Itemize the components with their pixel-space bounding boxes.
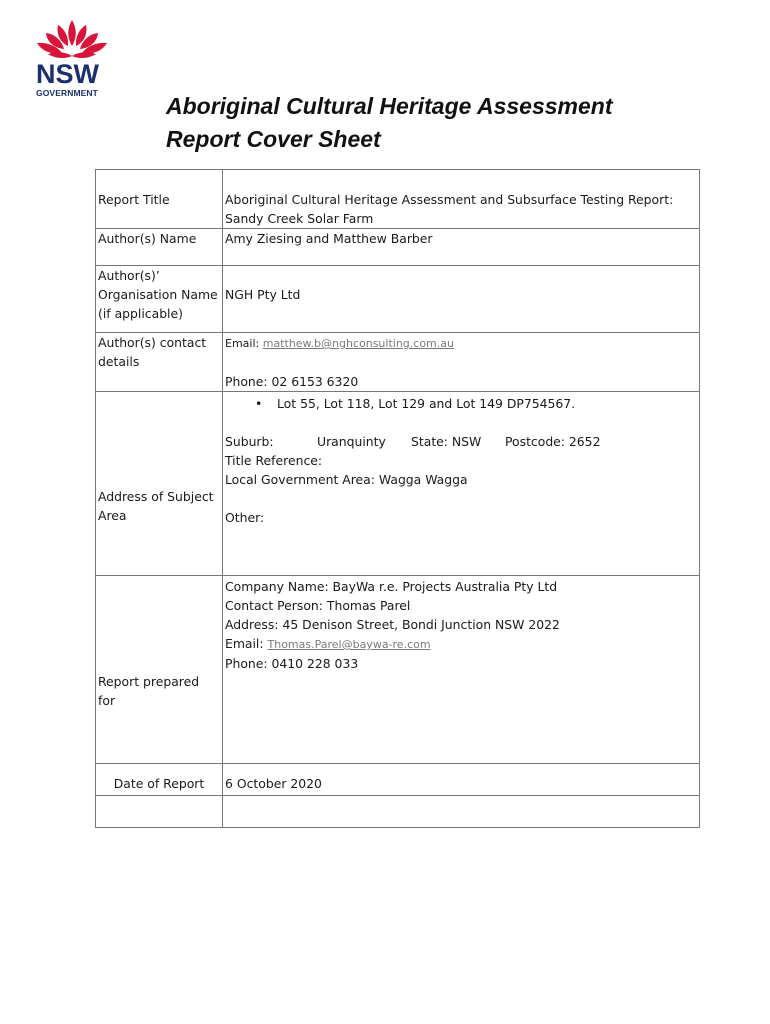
suburb-value: Uranquinty xyxy=(317,434,386,449)
prepared-for-label-2: for xyxy=(98,693,116,708)
report-title-value-2: Sandy Creek Solar Farm xyxy=(225,211,374,226)
authors-label: Author(s) Name xyxy=(98,231,197,246)
value-cell xyxy=(223,170,700,229)
suburb-row xyxy=(225,432,697,451)
logo-wordmark: NSW xyxy=(36,59,99,89)
row-report-title xyxy=(96,170,700,229)
value-cell xyxy=(223,229,700,266)
label-cell xyxy=(96,392,223,576)
company-name: Company Name: BayWa r.e. Projects Australia Pty Ltd xyxy=(225,579,558,594)
label-cell xyxy=(96,170,223,229)
empty-value-cell xyxy=(223,796,700,828)
value-cell xyxy=(223,764,700,796)
prepared-email-label: Email: xyxy=(225,636,268,651)
date-label: Date of Report xyxy=(113,776,205,791)
contact-label-1: Author(s) contact xyxy=(98,335,207,350)
contact-email-link[interactable]: matthew.b@nghconsulting.com.au xyxy=(262,337,454,350)
organisation-label-3: (if applicable) xyxy=(98,306,183,321)
suburb-label: Suburb: xyxy=(225,434,274,449)
prepared-email-link[interactable]: Thomas.Parel@baywa-re.com xyxy=(267,638,431,651)
report-title-label: Report Title xyxy=(98,192,170,207)
title-reference: Title Reference: xyxy=(225,453,323,468)
row-organisation xyxy=(96,266,700,333)
value-cell xyxy=(223,392,700,576)
label-cell xyxy=(96,266,223,333)
empty-label-cell xyxy=(96,796,223,828)
row-address xyxy=(96,392,700,576)
postcode-value: Postcode: 2652 xyxy=(505,434,601,449)
title-line-1: Aboriginal Cultural Heritage Assessment xyxy=(166,93,613,119)
organisation-label-1: Author(s)’ xyxy=(98,268,160,283)
contact-person: Contact Person: Thomas Parel xyxy=(225,598,411,613)
report-title-value-1: Aboriginal Cultural Heritage Assessment and Subsurface Testing Report: xyxy=(225,192,674,207)
row-prepared-for xyxy=(96,576,700,764)
authors-value: Amy Ziesing and Matthew Barber xyxy=(225,231,433,246)
row-authors xyxy=(96,229,700,266)
contact-label-2: details xyxy=(98,354,140,369)
lga-value: Local Government Area: Wagga Wagga xyxy=(225,472,468,487)
bullet-icon: • xyxy=(255,396,263,411)
address-label-2: Area xyxy=(98,508,127,523)
nsw-government-logo xyxy=(34,18,110,98)
date-value: 6 October 2020 xyxy=(225,776,322,791)
page-title xyxy=(166,90,726,156)
row-empty xyxy=(96,796,700,828)
contact-phone: Phone: 02 6153 6320 xyxy=(225,374,359,389)
cover-sheet-table xyxy=(95,169,700,828)
label-cell xyxy=(96,229,223,266)
state-value: State: NSW xyxy=(411,434,482,449)
title-line-2: Report Cover Sheet xyxy=(166,126,381,152)
prepared-for-label-1: Report prepared xyxy=(98,674,200,689)
other-value: Other: xyxy=(225,510,265,525)
label-cell xyxy=(96,333,223,392)
organisation-value: NGH Pty Ltd xyxy=(225,287,301,302)
logo-subtext: GOVERNMENT xyxy=(36,88,98,98)
value-cell xyxy=(223,576,700,764)
contact-email-label: Email: xyxy=(225,337,263,350)
organisation-label-2: Organisation Name xyxy=(98,287,218,302)
waratah-icon xyxy=(34,18,110,64)
label-cell xyxy=(96,576,223,764)
prepared-address: Address: 45 Denison Street, Bondi Junction NSW 2022 xyxy=(225,617,560,632)
address-lots: Lot 55, Lot 118, Lot 129 and Lot 149 DP754567. xyxy=(277,396,576,411)
label-cell xyxy=(96,764,223,796)
value-cell xyxy=(223,333,700,392)
address-label-1: Address of Subject xyxy=(98,489,214,504)
value-cell xyxy=(223,266,700,333)
row-date xyxy=(96,764,700,796)
prepared-phone: Phone: 0410 228 033 xyxy=(225,656,359,671)
row-contact xyxy=(96,333,700,392)
